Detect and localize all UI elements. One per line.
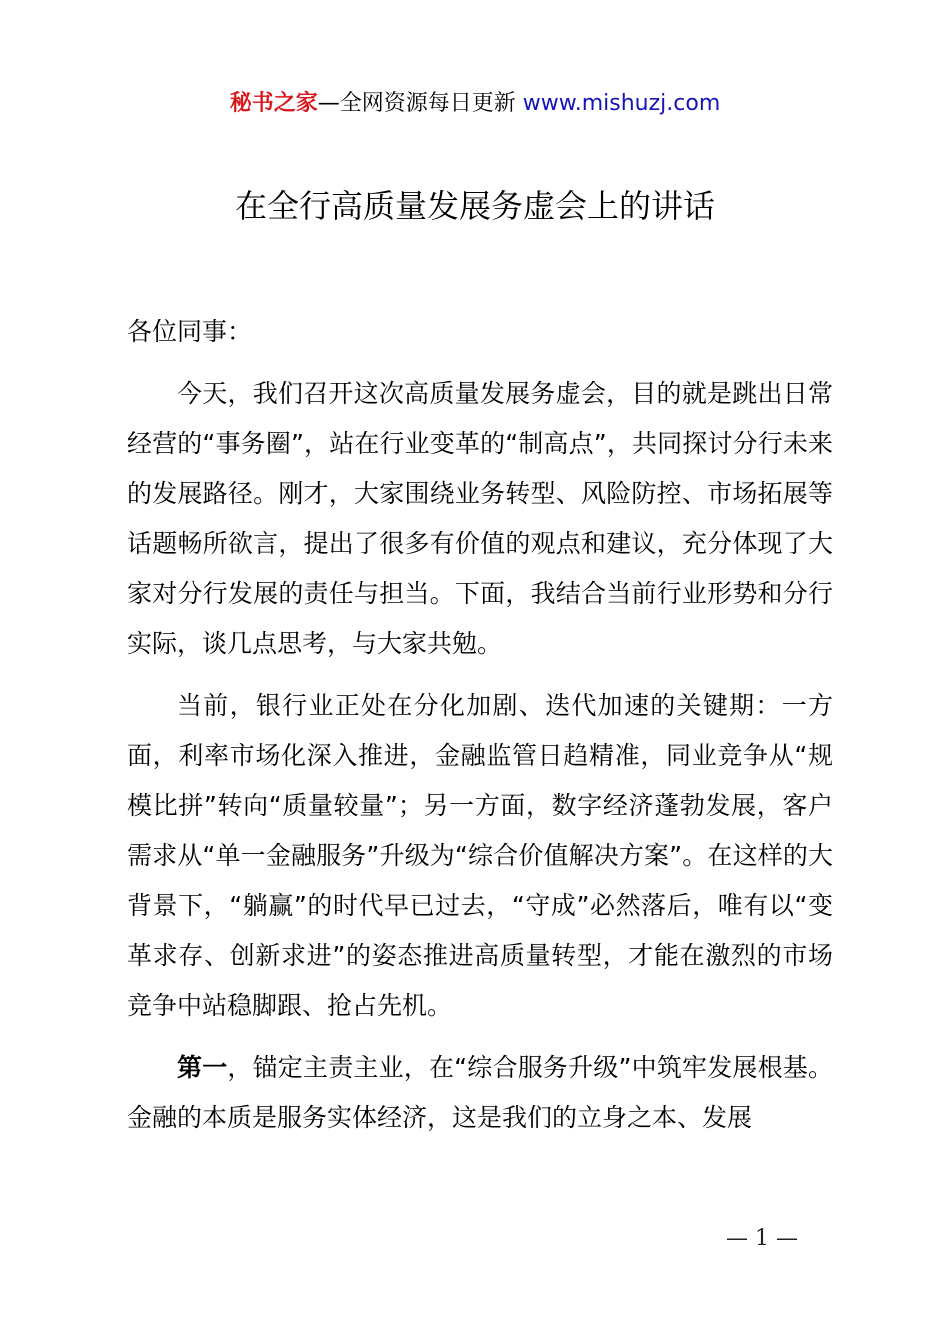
website-link[interactable]: www.mishuzj.com (522, 91, 721, 116)
watermark-header (0, 86, 950, 122)
brand-name: 秘书之家 (229, 91, 318, 116)
document-title: 在全行高质量发展务虚会上的讲话 (234, 187, 715, 225)
paragraph-context: 当前，银行业正处在分化加剧、迭代加速的关键期：一方面，利率市场化深入推进，金融监管日趋精准，同业竞争从“规模比拼”转向“质量较量”；另一方面，数字经济蓬勃发展，客户需求从“单一金融服务”升级为“综合价值解决方案”。在这样的大背景下，“躺赢”的时代早已过去，“守成”必然落后，唯有以“变革求存、创新求进”的姿态推进高质量转型，才能在激烈的市场竞争中站稳脚跟、抢占先机。 (127, 691, 833, 1020)
paragraph-first-point (127, 1043, 833, 1143)
first-point-label: 第一 (177, 1053, 228, 1082)
header-tagline: —全网资源每日更新 (317, 91, 516, 116)
page-number: — 1 — (726, 1226, 798, 1251)
first-point-text: ，锚定主责主业，在“综合服务升级”中筑牢发展根基。金融的本质是服务实体经济，这是我们的立身之本、发展 (127, 1053, 833, 1132)
salutation: 各位同事： (127, 317, 253, 346)
document-body (127, 307, 833, 1155)
paragraph-intro: 今天，我们召开这次高质量发展务虚会，目的就是跳出日常经营的“事务圈”，站在行业变革的“制高点”，共同探讨分行未来的发展路径。刚才，大家围绕业务转型、风险防控、市场拓展等话题畅所欲言，提出了很多有价值的观点和建议，充分体现了大家对分行发展的责任与担当。下面，我结合当前行业形势和分行实际，谈几点思考，与大家共勉。 (127, 379, 833, 658)
